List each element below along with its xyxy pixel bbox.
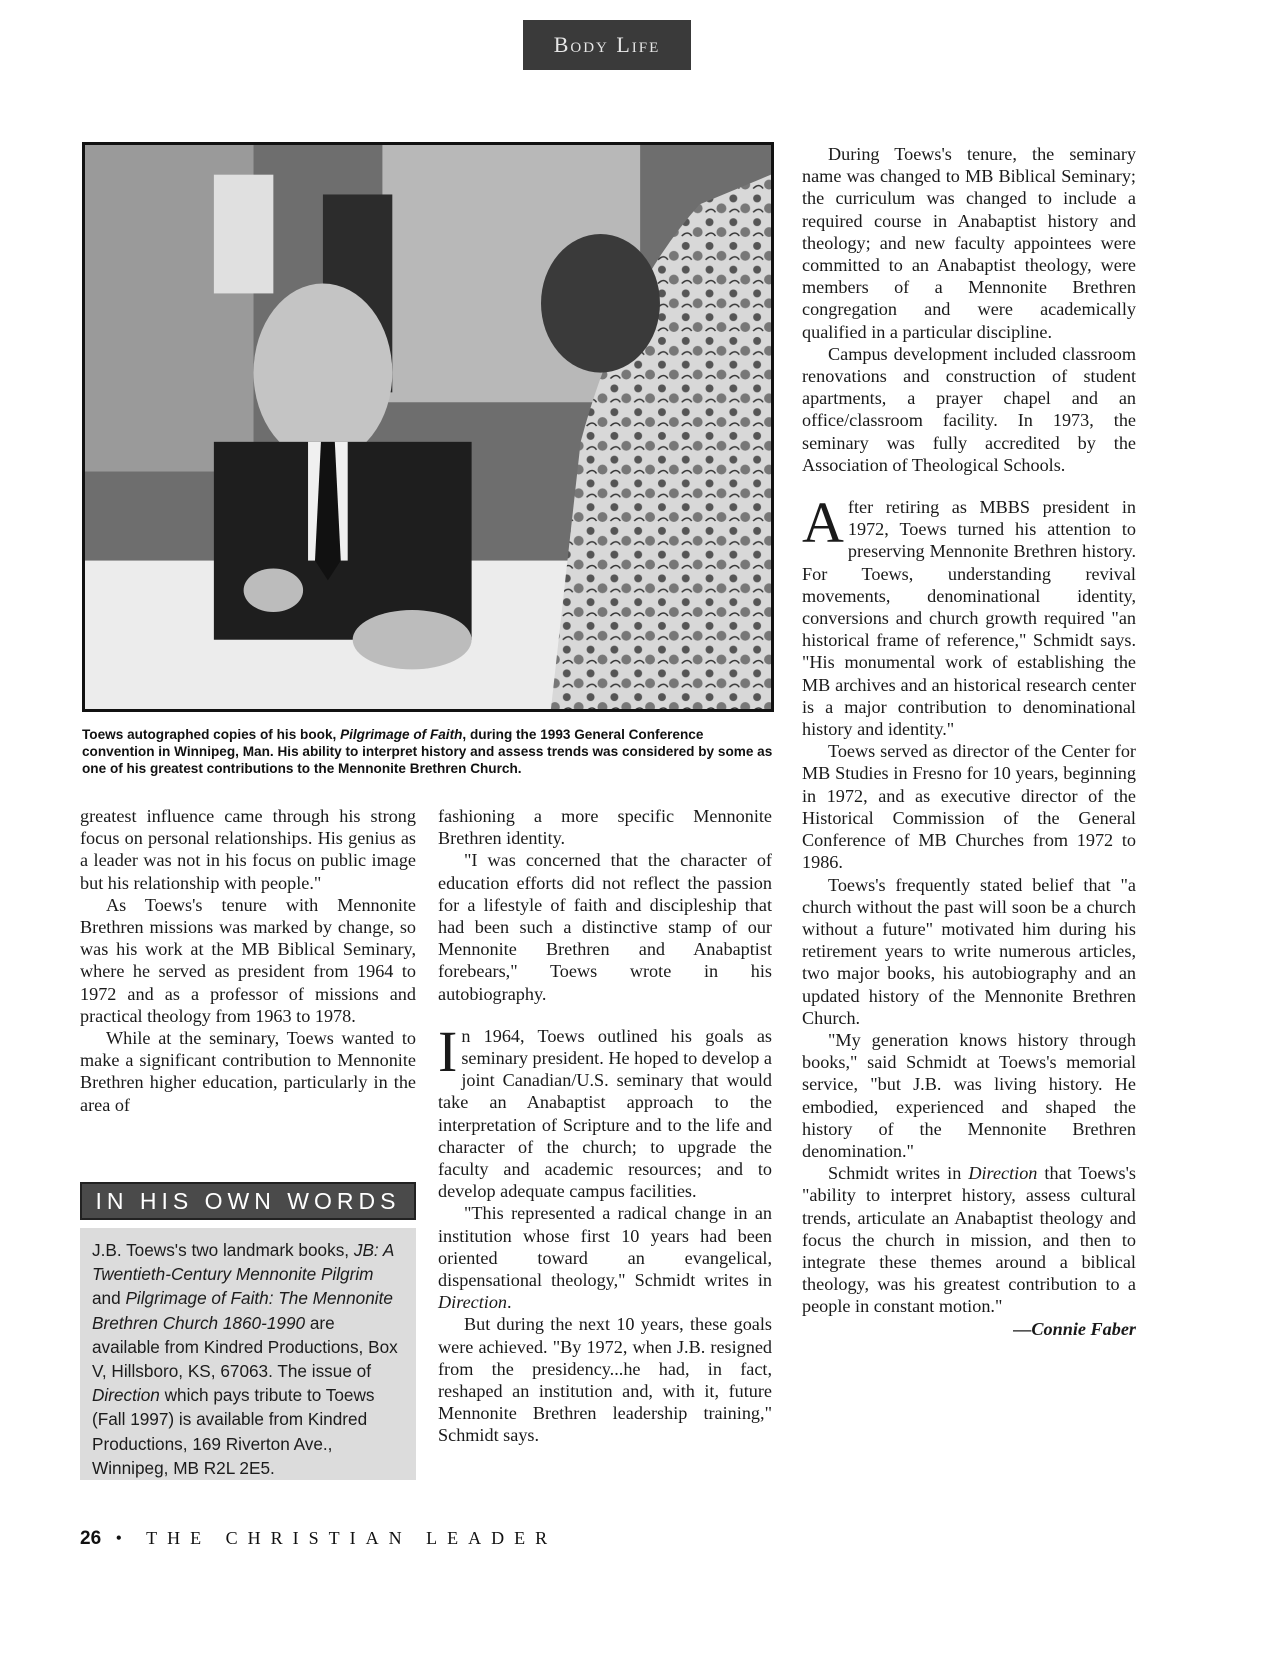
paragraph-text: that Toews's "ability to interpret history, assess cultural trends, articulate an Anabaptist theology and focus the church in mission, and then to integrate these themes around a biblical theology, was his greatest contribution to a people in constant motion.": [802, 1163, 1136, 1317]
paragraph: greatest influence came through his strong focus on personal relationships. His genius as a leader was not in his focus on public image but his relationship with people.": [80, 806, 416, 893]
column-1: [80, 805, 416, 1116]
paragraph: Toews's frequently stated belief that "a church without the past will soon be a church without a future" motivated him during his retirement years to write numerous articles, two major books, his autobiography and an updated history of the Mennonite Brethren Church.: [802, 874, 1136, 1028]
paragraph: As Toews's tenure with Mennonite Brethren missions was marked by change, so was his work at the MB Biblical Seminary, where he served as president from 1964 to 1972 and as a professor of missions and practical theology from 1963 to 1978.: [80, 894, 416, 1026]
sidebar-book-title: JB: A Twentieth-Century Mennonite Pilgrim: [92, 1240, 394, 1285]
caption-book-title: Pilgrimage of Faith: [340, 727, 463, 742]
paragraph: While at the seminary, Toews wanted to make a significant contribution to Mennonite Brethren higher education, particularly in the area of: [80, 1028, 416, 1115]
sidebar-text: are available from Kindred Productions, Box V, Hillsboro, KS, 67063. The issue of: [92, 1312, 398, 1382]
paragraph: Toews served as director of the Center for MB Studies in Fresno for 10 years, beginning in 1972, and as executive director of the Historical Commission of the General Conference of MB Churches from 1972 to 1986.: [802, 741, 1136, 873]
sidebar-text: J.B. Toews's two landmark books,: [92, 1240, 354, 1260]
section-header: Body Life: [523, 20, 691, 70]
drop-cap: A: [802, 490, 844, 556]
paragraph-text: fter retiring as MBBS president in 1972, Toews turned his attention to preserving Mennonite Brethren history. For Toews, understanding revival movements, denominational identity, conversions and church growth required "an historical frame of reference," Schmidt says. "His monumental work of establishing the MB archives and an historical research center is a major contribution to denominational history and identity.": [802, 497, 1136, 740]
paragraph: fashioning a more specific Mennonite Brethren identity.: [438, 806, 772, 849]
sidebar-text: which pays tribute to Toews (Fall 1997) is available from Kindred Productions, 169 Riverton Ave., Winnipeg, MB R2L 2E5.: [92, 1385, 375, 1478]
paragraph-text: Schmidt writes in: [828, 1163, 969, 1184]
page-footer: [80, 1528, 557, 1550]
page-number: 26: [80, 1528, 102, 1549]
column-2: [438, 805, 772, 1447]
paragraph-dropcap: [802, 490, 1136, 740]
paragraph: [438, 1202, 772, 1313]
drop-cap: I: [438, 1018, 458, 1084]
sidebar-heading: IN HIS OWN WORDS: [80, 1182, 416, 1220]
footer-bullet: •: [115, 1528, 132, 1548]
paragraph: [802, 1162, 1136, 1317]
caption-text: , during the 1993 General Conference convention in Winnipeg, Man. His ability to interpret history and assess trends was considered by some as one of his greatest contributions to the Mennonite Brethren Church.: [82, 727, 773, 776]
author-signature: —Connie Faber: [1013, 1318, 1136, 1339]
photo-caption: [82, 726, 774, 777]
photo-icon: [85, 145, 771, 709]
sidebar-text: and: [92, 1288, 126, 1309]
paragraph: "I was concerned that the character of education efforts did not reflect the passion for a lifestyle of faith and discipleship that had been such a distinctive stamp of our Mennonite Brethren and Anabaptist forebears," Toews wrote in his autobiography.: [438, 850, 772, 1004]
paragraph: During Toews's tenure, the seminary name was changed to MB Biblical Seminary; the curriculum was changed to include a required course in Anabaptist history and theology; and new faculty appointees were committed to an Anabaptist theology, were members of a Mennonite Brethren congregation and were academically qualified in a particular discipline.: [802, 144, 1136, 342]
sidebar-magazine-title: Direction: [92, 1385, 160, 1406]
caption-text: Toews autographed copies of his book,: [82, 727, 341, 742]
magazine-title: Direction: [968, 1163, 1038, 1184]
paragraph-text: .: [507, 1292, 512, 1313]
sidebar-box: [80, 1228, 416, 1480]
paragraph: "My generation knows history through books," said Schmidt at Toews's memorial service, "but J.B. was living history. He embodied, experienced and shaped the history of the Mennonite Brethren denomination.": [802, 1029, 1136, 1161]
paragraph-text: n 1964, Toews outlined his goals as seminary president. He hoped to develop a joint Canadian/U.S. seminary that would take an Anabaptist approach to the interpretation of Scripture and to the life and character of the church; to upgrade the faculty and academic resources; and to develop adequate campus facilities.: [438, 1025, 772, 1202]
sidebar-book-title: Pilgrimage of Faith: The Mennonite Brethren Church 1860-1990: [92, 1288, 393, 1333]
magazine-title: Direction: [438, 1292, 508, 1313]
paragraph: But during the next 10 years, these goals were achieved. "By 1972, when J.B. resigned from the presidency...he had, in fact, reshaped an institution and, with it, future Mennonite Brethren leadership training," Schmidt says.: [438, 1314, 772, 1446]
article-photo: [82, 142, 774, 712]
paragraph-text: "This represented a radical change in an institution whose first 10 years had been oriented toward an evangelical, dispensational theology," Schmidt writes in: [438, 1203, 772, 1291]
paragraph: Campus development included classroom renovations and construction of student apartments, a prayer chapel and an office/classroom facility. In 1973, the seminary was fully accredited by the Association of Theological Schools.: [802, 343, 1136, 475]
publication-name: THE CHRISTIAN LEADER: [146, 1528, 558, 1548]
column-3: [802, 143, 1136, 1340]
paragraph-dropcap: [438, 1018, 772, 1203]
